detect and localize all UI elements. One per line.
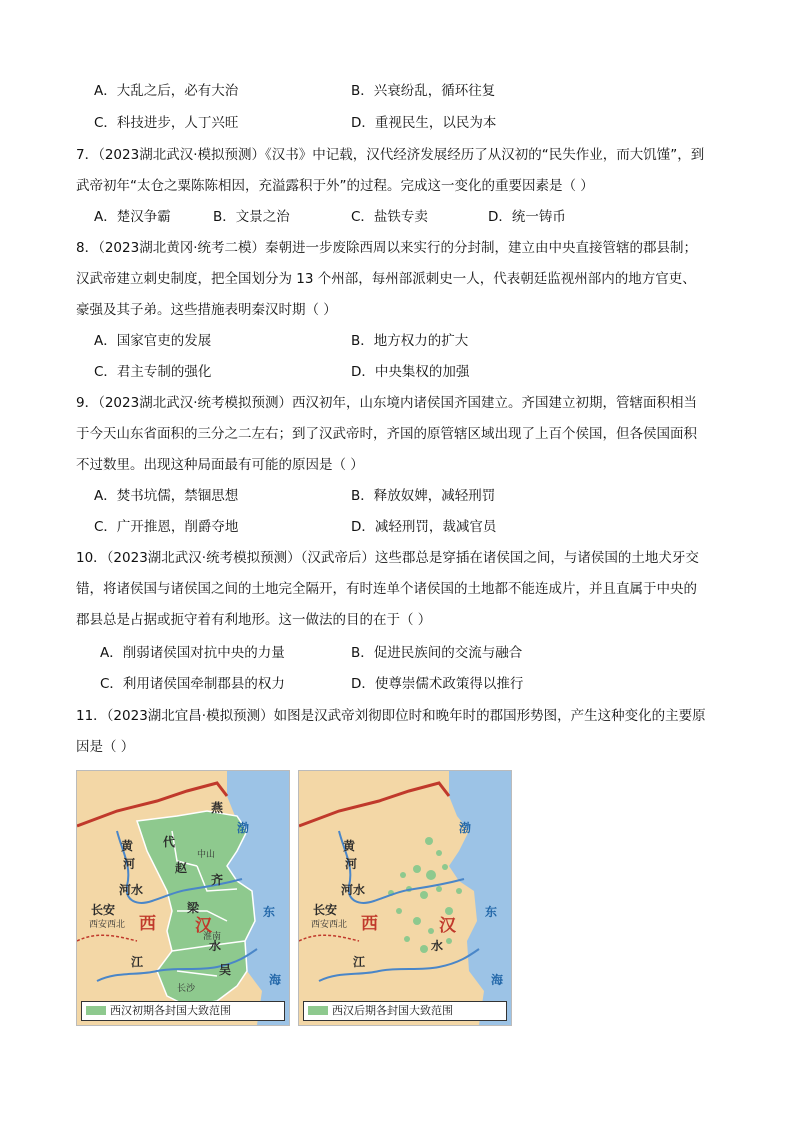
q6-option-c[interactable]: C．科技进步，人丁兴旺 (94, 115, 239, 131)
q11-stem-line2: 因是（ ） (76, 739, 135, 755)
label-he: 河 (345, 857, 358, 871)
q9-option-a[interactable]: A．焚书坑儒，禁锢思想 (94, 488, 239, 504)
q7-option-b[interactable]: B．文景之治 (213, 209, 290, 225)
q6-option-d[interactable]: D．重视民生，以民为本 (351, 115, 497, 131)
label-dong: 东 (485, 905, 498, 919)
q8-option-a[interactable]: A．国家官吏的发展 (94, 333, 212, 349)
label-huang: 黄 (121, 839, 134, 853)
q8-stem-line1: 8．（2023湖北黄冈·统考二模）秦朝进一步废除西周以来实行的分封制，建立由中央直接管辖的郡县制； (76, 240, 697, 256)
map-late-western-han (298, 770, 512, 1026)
label-changan: 长安 (313, 903, 338, 917)
label-qi: 齐 (211, 873, 224, 887)
q9-stem-line1: 9．（2023湖北武汉·统考模拟预测）西汉初年，山东境内诸侯国齐国建立。齐国建立初期，管辖面积相当 (76, 395, 697, 411)
q10-option-d[interactable]: D．使尊崇儒术政策得以推行 (351, 676, 524, 692)
map-right-legend (303, 1001, 507, 1021)
label-heshui: 河水 (119, 883, 144, 897)
label-dai: 代 (163, 835, 176, 849)
map-early-western-han (76, 770, 290, 1026)
label-hai: 海 (491, 973, 504, 987)
label-shui: 水 (209, 939, 222, 953)
map-left-legend-text: 西汉初期各封国大致范围 (110, 1004, 231, 1017)
q9-option-c[interactable]: C．广开推恩，削爵夺地 (94, 519, 239, 535)
label-changsha: 长沙 (177, 984, 196, 994)
map-late-drawing (299, 771, 511, 1025)
q10-stem-line2: 错，将诸侯国与诸侯国之间的土地完全隔开，有时连单个诸侯国的土地都不能连成片，并且直属于中央的 (76, 581, 697, 597)
label-jiang: 江 (353, 955, 366, 969)
q7-stem-line1: 7．（2023湖北武汉·模拟预测）《汉书》中记载，汉代经济发展经历了从汉初的“民失作业，而大饥馑”，到 (76, 147, 705, 163)
label-changan-sub: 西安西北 (311, 920, 348, 930)
legend-swatch (86, 1006, 106, 1015)
label-han: 汉 (195, 916, 212, 936)
label-hai: 海 (269, 973, 282, 987)
label-bo: 渤 (237, 821, 250, 835)
label-changan: 长安 (91, 903, 116, 917)
q10-option-a[interactable]: A．削弱诸侯国对抗中央的力量 (100, 645, 285, 661)
q9-stem-line3: 不过数里。出现这种局面最有可能的原因是（ ） (76, 457, 364, 473)
label-huainan: 淮南 (203, 932, 222, 942)
q9-stem-line2: 于今天山东省面积的三分之二左右；到了汉武帝时，齐国的原管辖区域出现了上百个侯国，但各侯国面积 (76, 426, 697, 442)
q6-option-b[interactable]: B．兴衰纷乱，循环往复 (351, 83, 496, 99)
label-liang: 梁 (187, 901, 200, 915)
q8-option-b[interactable]: B．地方权力的扩大 (351, 333, 469, 349)
label-han: 汉 (439, 916, 456, 936)
q10-stem-line1: 10．（2023湖北武汉·统考模拟预测）（汉武帝后）这些郡总是穿插在诸侯国之间，与诸侯国的土地犬牙交 (76, 550, 699, 566)
label-xi: 西 (139, 914, 156, 934)
q8-option-d[interactable]: D．中央集权的加强 (351, 364, 470, 380)
label-zhongshan: 中山 (197, 850, 216, 860)
q9-option-d[interactable]: D．减轻刑罚，裁减官员 (351, 519, 497, 535)
label-xi: 西 (361, 914, 378, 934)
label-dong: 东 (263, 905, 276, 919)
label-huang: 黄 (343, 839, 356, 853)
label-zhao: 赵 (175, 861, 188, 875)
q10-option-b[interactable]: B．促进民族间的交流与融合 (351, 645, 523, 661)
q10-stem-line3: 郡县总是占据或扼守着有利地形。这一做法的目的在于（ ） (76, 612, 432, 628)
q6-option-a[interactable]: A．大乱之后，必有大治 (94, 83, 239, 99)
label-shui: 水 (431, 939, 444, 953)
map-right-legend-text: 西汉后期各封国大致范围 (332, 1004, 453, 1017)
label-changan-sub: 西安西北 (89, 920, 126, 930)
map-left-legend (81, 1001, 285, 1021)
label-bo: 渤 (459, 821, 472, 835)
q7-option-c[interactable]: C．盐铁专卖 (351, 209, 428, 225)
label-jiang: 江 (131, 955, 144, 969)
q8-stem-line2: 汉武帝建立刺史制度，把全国划分为 13 个州部，每州部派刺史一人，代表朝廷监视州部内的地方官吏、 (76, 271, 696, 287)
legend-swatch (308, 1006, 328, 1015)
label-wu: 吴 (219, 963, 232, 977)
q8-stem-line3: 豪强及其子弟。这些措施表明秦汉时期（ ） (76, 302, 337, 318)
label-yan: 燕 (211, 801, 224, 815)
label-he: 河 (123, 857, 136, 871)
q10-option-c[interactable]: C．利用诸侯国牵制郡县的权力 (100, 676, 285, 692)
q11-stem-line1: 11．（2023湖北宜昌·模拟预测）如图是汉武帝刘彻即位时和晚年时的郡国形势图，产生这种变化的主要原 (76, 708, 706, 724)
label-heshui: 河水 (341, 883, 366, 897)
q9-option-b[interactable]: B．释放奴婢，减轻刑罚 (351, 488, 496, 504)
q8-option-c[interactable]: C．君主专制的强化 (94, 364, 212, 380)
q7-option-a[interactable]: A．楚汉争霸 (94, 209, 171, 225)
q7-stem-line2: 武帝初年“太仓之粟陈陈相因，充溢露积于外”的过程。完成这一变化的重要因素是（ ） (76, 178, 594, 194)
map-figure (76, 770, 512, 1024)
q7-option-d[interactable]: D．统一铸币 (488, 209, 566, 225)
